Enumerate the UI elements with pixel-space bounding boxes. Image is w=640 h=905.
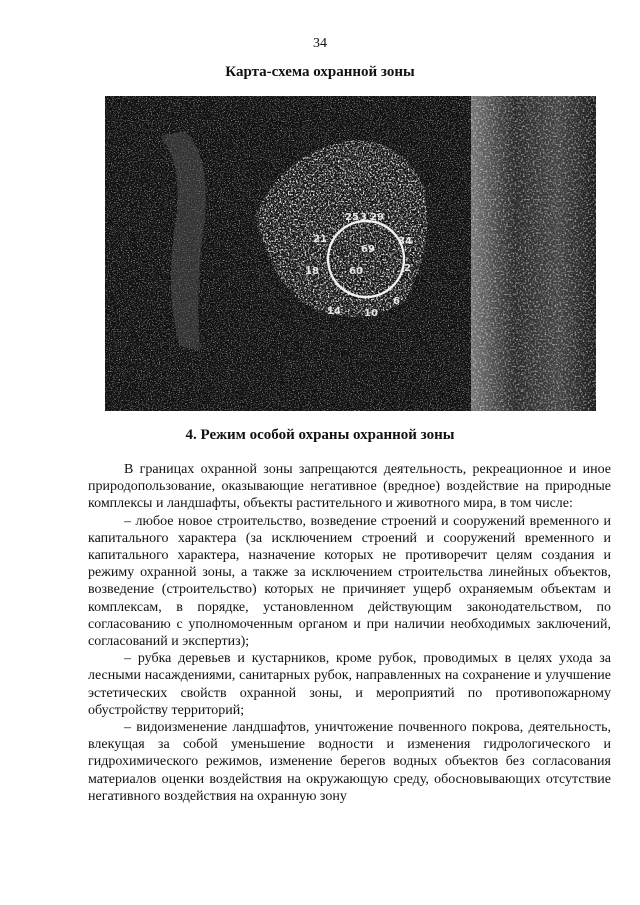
body-text xyxy=(88,461,611,805)
map-title: Карта-схема охранной зоны xyxy=(225,64,415,80)
map-plot-label: 6 xyxy=(393,296,400,307)
map-plot-label: 34 xyxy=(398,236,412,247)
page-number: 34 xyxy=(313,36,327,51)
map-side-strip-noise xyxy=(471,96,596,411)
map-plot-label: 25 xyxy=(345,212,359,223)
map-plot-label: 69 xyxy=(361,244,375,255)
paragraph: – любое новое строительство, возведение строений и сооружений временного и капитального характера (за исключением строений и сооружений временного и капитального характера, назначение которых не противоречит целям создания и режиму охранной зоны, а также за исключением строительства линейных объектов, возведение (строительство) которых не причиняет ущерб охраняемым объектам и комплексам, в порядке, установленном действующим законодательством, по согласованию с уполномоченным органом и при наличии необходимых заключений, согласований и экспертиз); xyxy=(88,513,611,650)
map-plot-label: 21 xyxy=(313,234,327,245)
paragraph: – рубка деревьев и кустарников, кроме рубок, проводимых в целях ухода за лесными насаждениями, санитарных рубок, направленных на сохранение и улучшение эстетических свойств охранной зоны, и мероприятий по противопожарному обустройству территорий; xyxy=(88,651,611,718)
map-plot-label: 29 xyxy=(370,212,384,223)
map-plot-label: 60 xyxy=(349,266,363,277)
paragraph: В границах охранной зоны запрещаются деятельность, рекреационное и иное природопользование, оказывающие негативное (вредное) воздействие на природные комплексы и ландшафты, объекты растительного и животного мира, в том числе: xyxy=(88,462,611,512)
map-plot-label: 10 xyxy=(364,308,378,319)
map-plot-label: 3 xyxy=(360,212,367,223)
map-plot-label: 14 xyxy=(327,306,341,317)
map-plot-label: 18 xyxy=(305,266,319,277)
map-plot-label: 2 xyxy=(404,263,411,274)
paragraph: – видоизменение ландшафтов, уничтожение почвенного покрова, деятельность, влекущая за собой уменьшение водности и изменения гидрологического и гидрохимического режимов, изменение берегов водных объектов без согласования материалов оценки воздействия на окружающую среду, обосновывающих отсутствие негативного воздействия на охранную зону xyxy=(88,720,611,804)
section-title: 4. Режим особой охраны охранной зоны xyxy=(185,427,455,443)
protection-zone-map xyxy=(105,96,596,411)
